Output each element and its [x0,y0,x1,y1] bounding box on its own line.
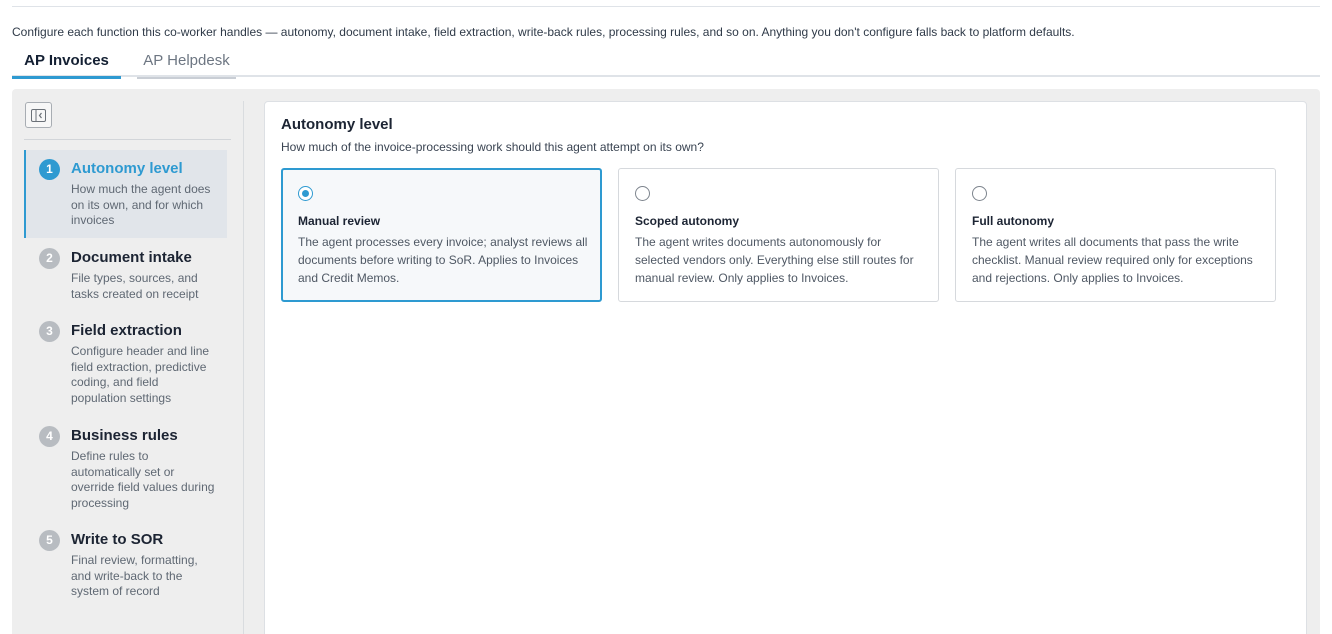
step-description: File types, sources, and tasks created on receipt [71,271,199,301]
option-scoped-autonomy[interactable] [618,168,939,302]
step-description: How much the agent does on its own, and for which invoices [71,182,211,228]
radio-selected-icon[interactable] [298,186,313,201]
radio-unselected-icon[interactable] [635,186,650,201]
top-divider [12,6,1320,7]
step-number: 2 [39,248,60,269]
tab-ap-helpdesk[interactable]: AP Helpdesk [137,50,236,77]
step-write-to-sor[interactable] [24,521,227,611]
option-title: Scoped autonomy [635,214,740,228]
option-title: Full autonomy [972,214,1054,228]
step-description: Define rules to automatically set or override field values during processing [71,449,215,510]
step-number: 4 [39,426,60,447]
step-title: Field extraction [71,322,182,339]
tab-ap-invoices[interactable]: AP Invoices [12,50,121,77]
section-title: Autonomy level [281,116,393,133]
step-number: 5 [39,530,60,551]
option-full-autonomy[interactable] [955,168,1276,302]
section-subtitle: How much of the invoice-processing work should this agent attempt on its own? [281,140,704,154]
option-title: Manual review [298,214,381,228]
step-number: 3 [39,321,60,342]
radio-unselected-icon[interactable] [972,186,987,201]
step-title: Autonomy level [71,160,183,177]
configuration-panel [12,89,1320,634]
tab-bar [12,50,1320,77]
step-field-extraction[interactable] [24,312,227,412]
option-description: The agent writes all documents that pass the write checklist. Manual review required only for exceptions and rejections. Only applies to Invoices. [972,235,1253,285]
page-intro: Configure each function this co-worker handles — autonomy, document intake, field extraction, write-back rules, processing rules, and so on. Anything you don't configure falls back to platform defaults. [12,25,1075,39]
step-description: Configure header and line field extraction, predictive coding, and field population settings [71,344,210,405]
step-business-rules[interactable] [24,417,227,517]
collapse-sidebar-button[interactable] [25,102,52,128]
step-title: Business rules [71,427,178,444]
step-description: Final review, formatting, and write-back to the system of record [71,553,198,599]
option-description: The agent writes documents autonomously for selected vendors only. Everything else still routes for manual review. Only applies to Invoices. [635,235,914,285]
sidebar-border [243,101,244,634]
step-number: 1 [39,159,60,180]
step-autonomy-level[interactable] [24,150,227,238]
option-description: The agent processes every invoice; analyst reviews all documents before writing to SoR. Applies to Invoices and Credit Memos. [298,235,588,285]
autonomy-level-section [264,101,1307,634]
step-document-intake[interactable] [24,239,227,309]
option-manual-review[interactable] [281,168,602,302]
step-title: Write to SOR [71,531,164,548]
sidebar-collapse-icon [31,109,46,122]
step-title: Document intake [71,249,192,266]
sidebar-divider [24,139,231,140]
